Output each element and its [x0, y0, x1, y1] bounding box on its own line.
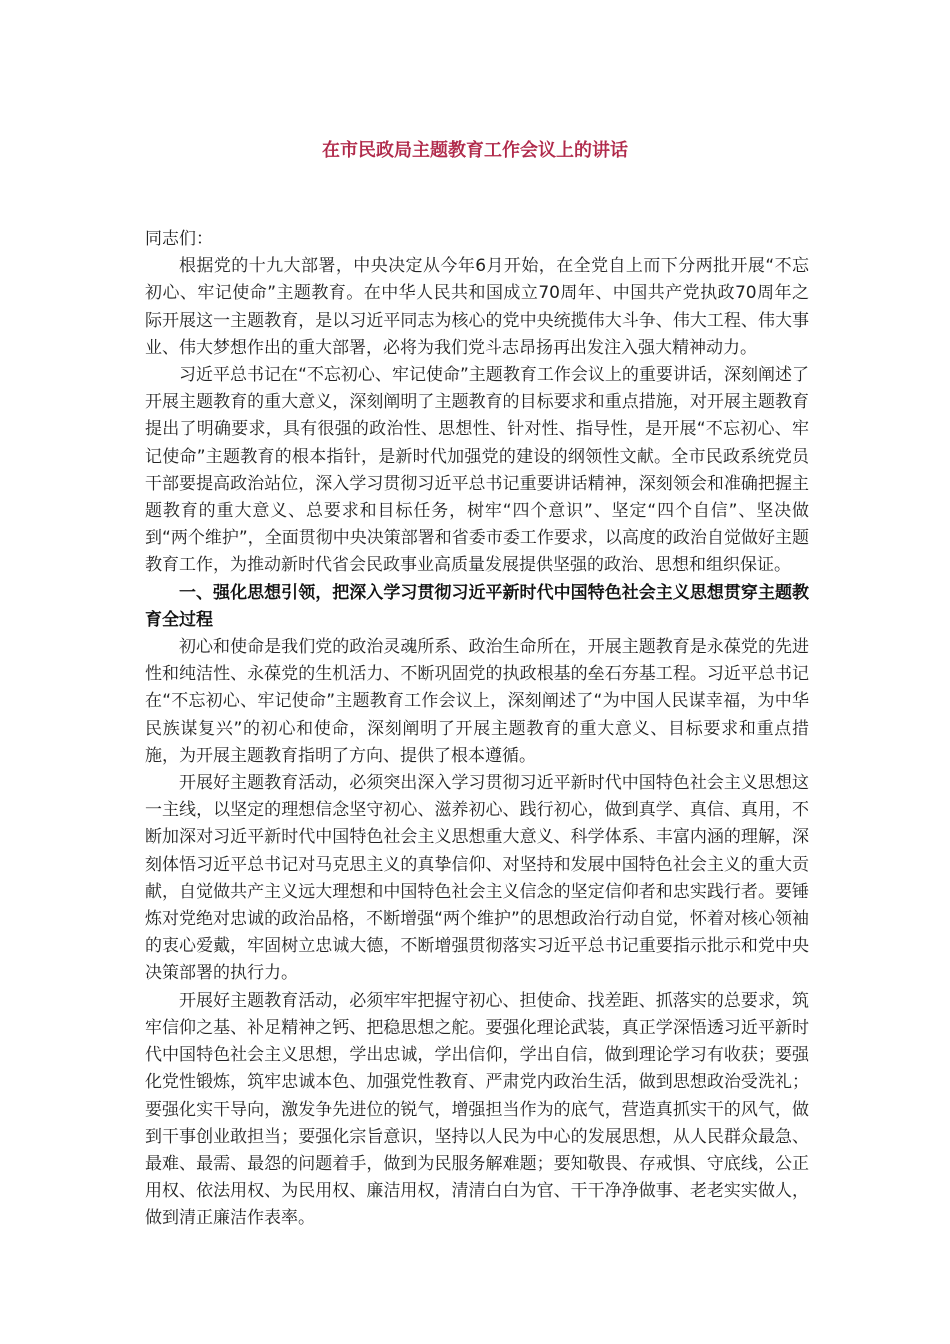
paragraph: 开展好主题教育活动，必须突出深入学习贯彻习近平新时代中国特色社会主义思想这一主线，以坚定的理想信念坚守初心、滋养初心、践行初心，做到真学、真信、真用，不断加深对习近平新时代中国特色社会主义思想重大意义、科学体系、丰富内涵的理解，深刻体悟习近平总书记对马克思主义的真挚信仰、对坚持和发展中国特色社会主义的重大贡献，自觉做共产主义远大理想和中国特色社会主义信念的坚定信仰者和忠实践行者。要锤炼对党绝对忠诚的政治品格，不断增强“两个维护”的思想政治行动自觉，怀着对核心领袖的衷心爱戴，牢固树立忠诚大德，不断增强贯彻落实习近平总书记重要指示批示和党中央决策部署的执行力。 — [145, 773, 809, 984]
section-heading: 一、强化思想引领，把深入学习贯彻习近平新时代中国特色社会主义思想贯穿主题教育全过程 — [145, 582, 809, 630]
greeting: 同志们： — [145, 229, 213, 249]
paragraph: 初心和使命是我们党的政治灵魂所系、政治生命所在，开展主题教育是永葆党的先进性和纯洁性、永葆党的生机活力、不断巩固党的执政根基的垒石夯基工程。习近平总书记在“不忘初心、牢记使命”主题教育工作会议上，深刻阐述了“为中国人民谋幸福，为中华民族谋复兴”的初心和使命，深刻阐明了开展主题教育的重大意义、目标要求和重点措施，为开展主题教育指明了方向、提供了根本遵循。 — [145, 637, 809, 766]
paragraph: 开展好主题教育活动，必须牢牢把握守初心、担使命、找差距、抓落实的总要求，筑牢信仰之基、补足精神之钙、把稳思想之舵。要强化理论武装，真正学深悟透习近平新时代中国特色社会主义思想，学出忠诚，学出信仰，学出自信，做到理论学习有收获；要强化党性锻炼，筑牢忠诚本色、加强党性教育、严肃党内政治生活，做到思想政治受洗礼；要强化实干导向，激发争先进位的锐气，增强担当作为的底气，营造真抓实干的风气，做到干事创业敢担当；要强化宗旨意识，坚持以人民为中心的发展思想，从人民群众最急、最难、最需、最怨的问题着手，做到为民服务解难题；要知敬畏、存戒惧、守底线，公正用权、依法用权、为民用权、廉洁用权，清清白白为官、干干净净做事、老老实实做人，做到清正廉洁作表率。 — [145, 990, 809, 1229]
document-body — [145, 226, 809, 1233]
paragraph: 根据党的十九大部署，中央决定从今年6月开始，在全党自上而下分两批开展“不忘初心、牢记使命”主题教育。在中华人民共和国成立70周年、中国共产党执政70周年之际开展这一主题教育，是以习近平同志为核心的党中央统揽伟大斗争、伟大工程、伟大事业、伟大梦想作出的重大部署，必将为我们党斗志昂扬再出发注入强大精神动力。 — [145, 256, 809, 358]
document-title: 在市民政局主题教育工作会议上的讲话 — [322, 140, 628, 161]
paragraph: 习近平总书记在“不忘初心、牢记使命”主题教育工作会议上的重要讲话，深刻阐述了开展主题教育的重大意义，深刻阐明了主题教育的目标要求和重点措施，对开展主题教育提出了明确要求，具有很强的政治性、思想性、针对性、指导性，是开展“不忘初心、牢记使命”主题教育的根本指针，是新时代加强党的建设的纲领性文献。全市民政系统党员干部要提高政治站位，深入学习贯彻习近平总书记重要讲话精神，深刻领会和准确把握主题教育的重大意义、总要求和目标任务，树牢“四个意识”、坚定“四个自信”、坚决做到“两个维护”，全面贯彻中央决策部署和省委市委工作要求，以高度的政治自觉做好主题教育工作，为推动新时代省会民政事业高质量发展提供坚强的政治、思想和组织保证。 — [145, 365, 809, 576]
